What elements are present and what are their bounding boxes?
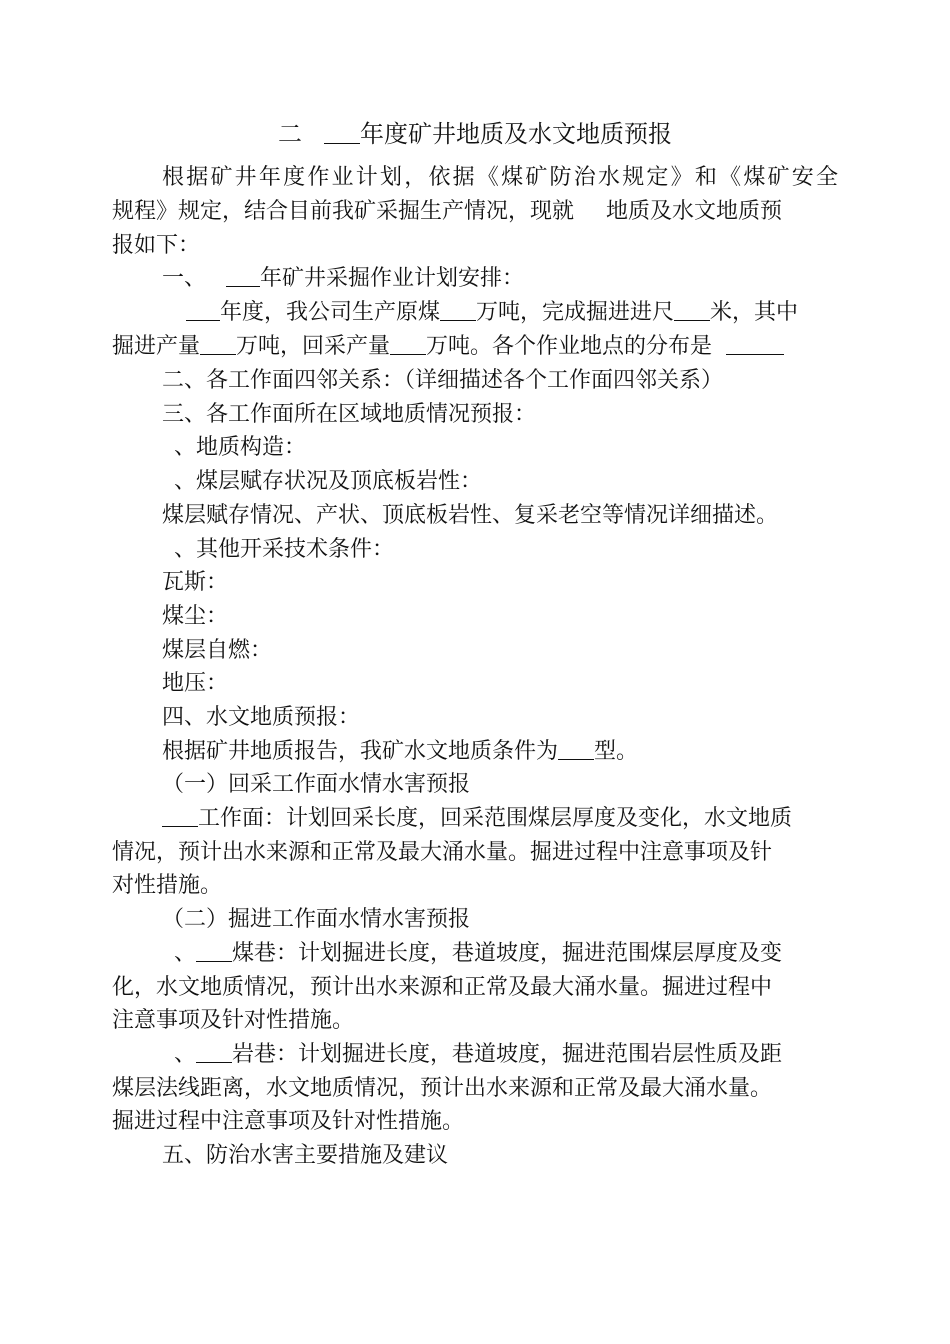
plan-text-a: 年度，我公司生产原煤 — [220, 300, 441, 325]
section-4-desc-tail: 型。 — [594, 739, 639, 764]
spontaneous-combustion-label: 煤层自燃： — [162, 638, 273, 663]
workface-blank — [162, 802, 198, 827]
intro-line-2-text: 规程》规定，结合目前我矿采掘生产情况，现就 — [112, 199, 575, 224]
year-blank — [324, 119, 360, 144]
mining-output-blank — [390, 330, 426, 355]
section-4-1-line-2: 情况，预计出水来源和正常及最大涌水量。掘进过程中注意事项及针 — [112, 840, 773, 865]
section-4-1-line-1 — [162, 802, 838, 835]
year-blank — [226, 262, 260, 287]
section-5-heading: 五、防治水害主要措施及建议 — [162, 1143, 449, 1168]
plan-line-1 — [186, 296, 912, 329]
plan-text-b: 万吨，完成掘进进尺 — [476, 300, 675, 325]
intro-line-2-tail: 地质及水文地质预 — [606, 199, 783, 224]
gas-label: 瓦斯： — [162, 570, 229, 595]
section-4-1-line-3: 对性措施。 — [112, 873, 223, 898]
plan-line-2 — [112, 330, 838, 363]
title-suffix: 年度矿井地质及水文地质预报 — [360, 120, 672, 148]
title-prefix: 二 — [278, 120, 302, 148]
section-4-desc-text: 根据矿井地质报告，我矿水文地质条件为 — [162, 739, 559, 764]
section-1-heading — [162, 262, 888, 295]
hydro-type-blank — [558, 735, 594, 760]
section-4-2b-prefix: 、 — [174, 1042, 197, 1067]
plan2-text-a: 掘进产量 — [112, 334, 201, 359]
section-3-item-1: 、地质构造： — [174, 435, 307, 460]
year-blank — [186, 296, 220, 321]
section-4-2a-line-1 — [174, 937, 900, 970]
section-4-2a-line-2: 化，水文地质情况，预计出水来源和正常及最大涌水量。掘进过程中 — [112, 975, 773, 1000]
document-title — [0, 117, 950, 151]
section-4-heading: 四、水文地质预报： — [162, 705, 361, 730]
section-4-2b-line-1 — [174, 1038, 900, 1071]
dust-label: 煤尘： — [162, 604, 229, 629]
plan-text-c: 米，其中 — [710, 300, 799, 325]
plan2-text-c: 万吨。各个作业地点的分布是 — [426, 334, 713, 359]
section-4-2b-line-3: 掘进过程中注意事项及针对性措施。 — [112, 1109, 465, 1134]
coal-roadway-blank — [196, 937, 232, 962]
tunneling-output-blank — [200, 330, 236, 355]
section-4-1-text-1: 工作面：计划回采长度，回采范围煤层厚度及变化，水文地质 — [198, 806, 793, 831]
ground-pressure-label: 地压： — [162, 671, 229, 696]
section-3-item-3: 、其他开采技术条件： — [174, 537, 395, 562]
coal-output-blank — [440, 296, 476, 321]
rock-roadway-blank — [196, 1038, 232, 1063]
section-4-1-heading: （一）回采工作面水情水害预报 — [162, 772, 471, 797]
intro-line-1: 根据矿井年度作业计划，依据《煤矿防治水规定》和《煤矿安全 — [162, 165, 838, 190]
section-4-2-heading: （二）掘进工作面水情水害预报 — [162, 907, 471, 932]
distribution-blank — [726, 330, 784, 355]
section-3-item-2: 、煤层赋存状况及顶底板岩性： — [174, 469, 483, 494]
section-4-2b-text-1: 岩巷：计划掘进长度，巷道坡度，掘进范围岩层性质及距 — [232, 1042, 783, 1067]
section-1-title: 年矿井采掘作业计划安排： — [260, 266, 525, 291]
plan2-text-b: 万吨，回采产量 — [236, 334, 391, 359]
section-1-number: 一、 — [162, 266, 207, 291]
intro-line-2 — [112, 195, 838, 228]
section-3-item-2-desc: 煤层赋存情况、产状、顶底板岩性、复采老空等情况详细描述。 — [162, 503, 779, 528]
intro-line-3: 报如下： — [112, 233, 201, 258]
section-4-2a-line-3: 注意事项及针对性措施。 — [112, 1008, 355, 1033]
section-4-desc — [162, 735, 888, 768]
section-4-2a-text-1: 煤巷：计划掘进长度，巷道坡度，掘进范围煤层厚度及变 — [232, 941, 783, 966]
footage-blank — [674, 296, 710, 321]
section-4-2b-line-2: 煤层法线距离，水文地质情况，预计出水来源和正常及最大涌水量。 — [112, 1076, 773, 1101]
section-4-2a-prefix: 、 — [174, 941, 197, 966]
section-2-heading: 二、各工作面四邻关系：（详细描述各个工作面四邻关系） — [162, 368, 724, 393]
section-3-heading: 三、各工作面所在区域地质情况预报： — [162, 402, 537, 427]
